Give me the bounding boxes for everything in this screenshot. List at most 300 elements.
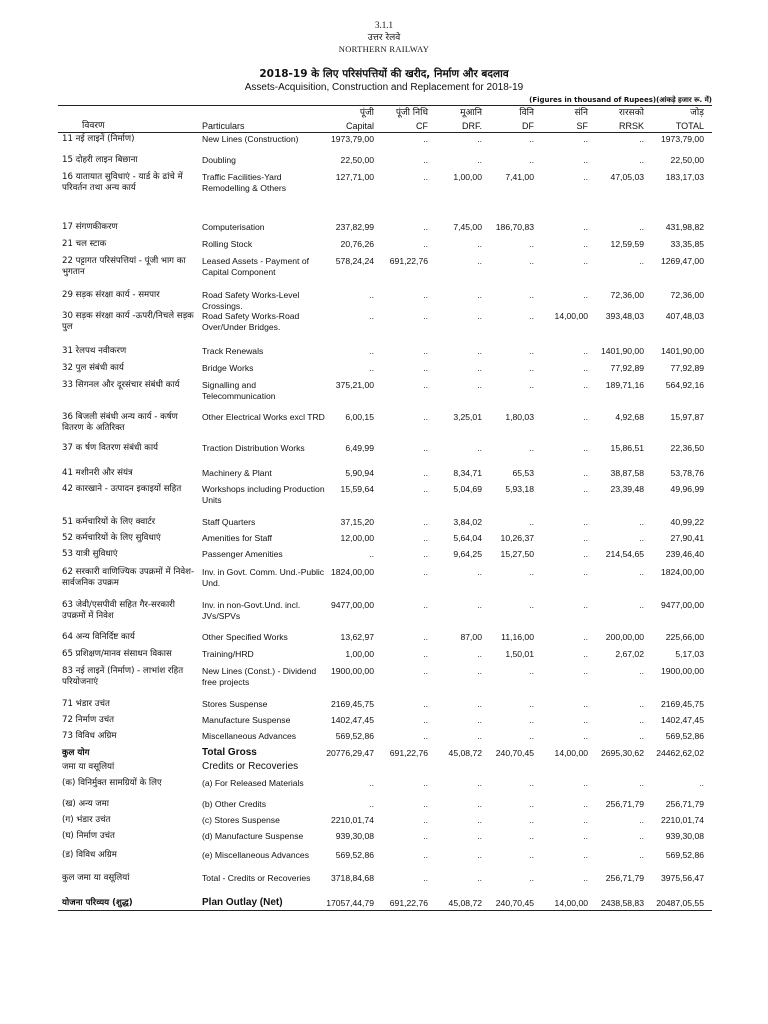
cell-rrsk: ..	[639, 699, 644, 709]
col-sf-hindi: संनि	[574, 108, 588, 118]
cell-capital: 15,59,64	[340, 484, 374, 494]
cell-total: 564,92,16	[665, 380, 704, 390]
cell-rrsk: 256,71,79	[605, 873, 644, 883]
cell-df: ..	[529, 666, 534, 676]
page-number: 3.1.1	[375, 20, 393, 30]
title-english: Assets-Acquisition, Construction and Replacement for 2018-19	[244, 82, 524, 93]
col-sf: SF	[576, 121, 588, 131]
cell-cf: ..	[423, 873, 428, 883]
cell-drf: ..	[477, 380, 482, 390]
cell-df: 65,53	[512, 468, 534, 478]
row-description-hindi: 11 नई लाइनें (निर्माण)	[62, 134, 135, 144]
row-description-english: (d) Manufacture Suspense	[202, 831, 304, 841]
cell-df: ..	[529, 873, 534, 883]
cell-rrsk: 214,54,65	[605, 549, 644, 559]
row-description-english: Traffic Facilities-Yard Remodelling & Others	[202, 172, 287, 193]
cell-sf: ..	[583, 815, 588, 825]
cell-rrsk: 38,87,58	[610, 468, 644, 478]
row-description-english: Signalling and Telecommunication	[202, 380, 276, 401]
cell-rrsk: 72,36,00	[610, 290, 644, 300]
row-description-english: Staff Quarters	[202, 517, 256, 527]
cell-cf: ..	[423, 731, 428, 741]
cell-rrsk: ..	[639, 731, 644, 741]
railway-name-english: NORTHERN RAILWAY	[338, 44, 430, 54]
cell-total: 431,98,82	[665, 222, 704, 232]
cell-total: 40,99,22	[670, 517, 704, 527]
cell-sf: ..	[583, 155, 588, 165]
row-description-hindi: 71 भंडार उचंत	[62, 699, 110, 709]
cell-capital: 237,82,99	[335, 222, 374, 232]
row-description-hindi: 17 संगणकीकरण	[62, 222, 118, 232]
cell-total: 2210,01,74	[660, 815, 704, 825]
cell-df: ..	[529, 155, 534, 165]
row-description-english: Credits or Recoveries	[202, 761, 299, 772]
cell-sf: 14,00,00	[554, 748, 588, 758]
cell-cf: ..	[423, 222, 428, 232]
col-rrsk-hindi: रारसको	[618, 108, 644, 118]
row-description-english: New Lines (Const.) - Dividend free projects	[202, 666, 317, 687]
cell-total: 24462,62,02	[656, 748, 704, 758]
row-description-english: Amenities for Staff	[202, 533, 273, 543]
cell-sf: ..	[583, 715, 588, 725]
row-description-english: Traction Distribution Works	[202, 443, 305, 453]
cell-df: 7,41,00	[505, 172, 534, 182]
cell-df: 240,70,45	[495, 898, 534, 908]
cell-df: 1,50,01	[505, 649, 534, 659]
railway-name-hindi: उत्तर रेलवे	[367, 33, 401, 43]
cell-rrsk: 256,71,79	[605, 799, 644, 809]
cell-capital: 1,00,00	[345, 649, 374, 659]
cell-sf: 14,00,00	[554, 311, 588, 321]
row-description-english: Total Gross	[202, 747, 257, 758]
cell-total: 3975,56,47	[660, 873, 704, 883]
cell-df: ..	[529, 699, 534, 709]
cell-capital: 2169,45,75	[330, 699, 374, 709]
cell-cf: ..	[423, 155, 428, 165]
row-description-hindi: 52 कर्मचारियों के लिए सुविधाएं	[62, 533, 161, 543]
cell-cf: ..	[423, 311, 428, 321]
cell-drf: ..	[477, 649, 482, 659]
cell-rrsk: ..	[639, 715, 644, 725]
cell-total: 1973,79,00	[660, 134, 704, 144]
cell-df: ..	[529, 850, 534, 860]
cell-cf: ..	[423, 699, 428, 709]
cell-sf: ..	[583, 222, 588, 232]
row-description-english: (a) For Released Materials	[202, 778, 304, 788]
cell-total: 1269,47,00	[660, 256, 704, 266]
row-description-hindi: 83 नई लाइनें (निर्माण) - लाभांश रहित परियोजनाएं	[62, 666, 184, 687]
col-cf-hindi: पूंजी निधि	[395, 108, 428, 118]
cell-rrsk: ..	[639, 666, 644, 676]
cell-drf: ..	[477, 311, 482, 321]
cell-drf: ..	[477, 850, 482, 860]
row-description-english: Bridge Works	[202, 363, 254, 373]
cell-cf: ..	[423, 239, 428, 249]
cell-drf: ..	[477, 831, 482, 841]
cell-sf: ..	[583, 380, 588, 390]
cell-capital: 12,00,00	[340, 533, 374, 543]
cell-total: 256,71,79	[665, 799, 704, 809]
cell-sf: ..	[583, 731, 588, 741]
cell-total: 1900,00,00	[660, 666, 704, 676]
cell-cf: ..	[423, 815, 428, 825]
cell-rrsk: ..	[639, 533, 644, 543]
row-description-hindi: 53 यात्री सुविधाएं	[62, 549, 118, 559]
cell-cf: ..	[423, 666, 428, 676]
cell-capital: 17057,44,79	[326, 898, 374, 908]
cell-capital: 1973,79,00	[330, 134, 374, 144]
cell-sf: ..	[583, 799, 588, 809]
cell-sf: ..	[583, 567, 588, 577]
cell-total: ..	[699, 778, 704, 788]
cell-cf: 691,22,76	[389, 898, 428, 908]
cell-total: 27,90,41	[670, 533, 704, 543]
cell-total: 1401,90,00	[660, 346, 704, 356]
cell-df: 15,27,50	[500, 549, 534, 559]
cell-capital: 939,30,08	[335, 831, 374, 841]
table-top-rule	[58, 105, 712, 106]
cell-df: ..	[529, 799, 534, 809]
cell-df: ..	[529, 443, 534, 453]
cell-df: ..	[529, 815, 534, 825]
cell-df: ..	[529, 239, 534, 249]
table-bottom-rule	[58, 910, 712, 911]
cell-rrsk: 12,59,59	[610, 239, 644, 249]
cell-drf: ..	[477, 699, 482, 709]
cell-drf: ..	[477, 567, 482, 577]
cell-capital: 9477,00,00	[330, 600, 374, 610]
cell-sf: ..	[583, 290, 588, 300]
cell-capital: 6,00,15	[345, 412, 374, 422]
cell-capital: ..	[369, 799, 374, 809]
row-description-hindi: 72 निर्माण उचंत	[62, 715, 115, 725]
cell-capital: 13,62,97	[340, 632, 374, 642]
cell-df: 186,70,83	[495, 222, 534, 232]
cell-drf: 5,64,04	[453, 533, 482, 543]
cell-rrsk: 47,05,03	[610, 172, 644, 182]
cell-sf: ..	[583, 468, 588, 478]
cell-cf: ..	[423, 468, 428, 478]
cell-drf: ..	[477, 600, 482, 610]
cell-cf: ..	[423, 831, 428, 841]
cell-cf: ..	[423, 533, 428, 543]
cell-drf: 45,08,72	[448, 748, 482, 758]
cell-drf: ..	[477, 290, 482, 300]
row-description-hindi: कुल जमा या वसूलियां	[62, 873, 130, 883]
row-description-english: Machinery & Plant	[202, 468, 272, 478]
cell-cf: ..	[423, 380, 428, 390]
cell-total: 225,66,00	[665, 632, 704, 642]
cell-df: ..	[529, 290, 534, 300]
cell-cf: ..	[423, 172, 428, 182]
cell-sf: ..	[583, 172, 588, 182]
row-description-english: Training/HRD	[202, 649, 254, 659]
row-description-english: Road Safety Works-Level Crossings.	[202, 290, 300, 311]
cell-sf: ..	[583, 484, 588, 494]
cell-total: 72,36,00	[670, 290, 704, 300]
row-description-hindi: (ग) भंडार उचंत	[62, 815, 111, 825]
cell-rrsk: ..	[639, 778, 644, 788]
cell-capital: ..	[369, 290, 374, 300]
cell-sf: ..	[583, 239, 588, 249]
row-description-english: Other Specified Works	[202, 632, 288, 642]
cell-rrsk: ..	[639, 517, 644, 527]
cell-drf: ..	[477, 778, 482, 788]
row-description-english: (b) Other Credits	[202, 799, 266, 809]
cell-df: 1,80,03	[505, 412, 534, 422]
cell-drf: ..	[477, 715, 482, 725]
cell-rrsk: 200,00,00	[605, 632, 644, 642]
cell-rrsk: ..	[639, 600, 644, 610]
row-description-hindi: (क) विनिर्मुक्त सामग्रियों के लिए	[62, 778, 162, 788]
cell-drf: 7,45,00	[453, 222, 482, 232]
cell-capital: ..	[369, 363, 374, 373]
cell-cf: ..	[423, 632, 428, 642]
cell-rrsk: 4,92,68	[615, 412, 644, 422]
cell-rrsk: ..	[639, 567, 644, 577]
row-description-hindi: (ख) अन्य जमा	[62, 799, 110, 809]
cell-sf: ..	[583, 850, 588, 860]
row-description-hindi: जमा या वसूलियां	[62, 762, 115, 772]
cell-sf: ..	[583, 873, 588, 883]
cell-rrsk: ..	[639, 850, 644, 860]
cell-df: ..	[529, 567, 534, 577]
cell-rrsk: 2438,58,83	[600, 898, 644, 908]
cell-total: 22,50,00	[670, 155, 704, 165]
cell-df: 240,70,45	[495, 748, 534, 758]
cell-cf: 691,22,76	[389, 748, 428, 758]
cell-capital: 375,21,00	[335, 380, 374, 390]
cell-cf: ..	[423, 134, 428, 144]
cell-drf: ..	[477, 731, 482, 741]
cell-total: 5,17,03	[675, 649, 704, 659]
cell-rrsk: 15,86,51	[610, 443, 644, 453]
cell-drf: ..	[477, 815, 482, 825]
cell-total: 15,97,87	[670, 412, 704, 422]
cell-sf: ..	[583, 363, 588, 373]
cell-df: ..	[529, 256, 534, 266]
col-desc-hindi: विवरण	[82, 121, 105, 131]
cell-cf: ..	[423, 517, 428, 527]
cell-df: ..	[529, 363, 534, 373]
row-description-hindi: योजना परिव्यय (शुद्ध)	[62, 898, 133, 908]
cell-total: 407,48,03	[665, 311, 704, 321]
col-capital: Capital	[345, 121, 374, 131]
row-description-hindi: 31 रेलपथ नवीकरण	[62, 346, 127, 356]
cell-rrsk: 2,67,02	[615, 649, 644, 659]
cell-rrsk: 23,39,48	[610, 484, 644, 494]
cell-capital: 22,50,00	[340, 155, 374, 165]
figures-note: (Figures in thousand of Rupees)(आंकड़े हजार रू. में)	[529, 96, 712, 104]
cell-rrsk: 189,71,16	[605, 380, 644, 390]
row-description-hindi: 41 मशीनरी और संयंत्र	[62, 468, 133, 478]
cell-cf: 691,22,76	[389, 256, 428, 266]
cell-capital: 20776,29,47	[326, 748, 374, 758]
cell-capital: 578,24,24	[335, 256, 374, 266]
cell-df: ..	[529, 311, 534, 321]
row-description-english: Road Safety Works-Road Over/Under Bridges.	[202, 311, 300, 332]
cell-rrsk: 2695,30,62	[600, 748, 644, 758]
cell-drf: 9,64,25	[453, 549, 482, 559]
row-description-hindi: 65 प्रशिक्षण/मानव संसाधन विकास	[62, 649, 172, 659]
cell-rrsk: ..	[639, 256, 644, 266]
cell-rrsk: ..	[639, 222, 644, 232]
cell-drf: ..	[477, 363, 482, 373]
col-total-hindi: जोड़	[690, 108, 704, 118]
cell-sf: ..	[583, 778, 588, 788]
cell-capital: 5,90,94	[345, 468, 374, 478]
cell-cf: ..	[423, 715, 428, 725]
cell-total: 9477,00,00	[660, 600, 704, 610]
row-description-hindi: 64 अन्य विनिर्दिष्ट कार्य	[62, 632, 135, 642]
cell-drf: 8,34,71	[453, 468, 482, 478]
cell-sf: ..	[583, 517, 588, 527]
cell-capital: 6,49,99	[345, 443, 374, 453]
row-description-hindi: 36 बिजली संबंधी अन्य कार्य - कर्षण वितरण के अतिरिक्त	[62, 412, 178, 433]
cell-total: 939,30,08	[665, 831, 704, 841]
cell-rrsk: 393,48,03	[605, 311, 644, 321]
cell-rrsk: 1401,90,00	[600, 346, 644, 356]
col-df-hindi: विनि	[519, 108, 534, 118]
cell-capital: 1824,00,00	[330, 567, 374, 577]
cell-capital: 2210,01,74	[330, 815, 374, 825]
row-description-hindi: 42 कारखाने - उत्पादन इकाइयों सहित	[62, 484, 182, 494]
cell-capital: 1402,47,45	[330, 715, 374, 725]
cell-cf: ..	[423, 484, 428, 494]
row-description-english: Leased Assets - Payment of Capital Component	[202, 256, 310, 277]
col-capital-hindi: पूंजी	[359, 108, 374, 118]
cell-drf: ..	[477, 443, 482, 453]
row-description-english: New Lines (Construction)	[202, 134, 299, 144]
cell-drf: 87,00	[460, 632, 482, 642]
cell-cf: ..	[423, 412, 428, 422]
row-description-english: Inv. in Govt. Comm. Und.-Public Und.	[202, 567, 325, 588]
row-description-english: Inv. in non-Govt.Und. incl. JVs/SPVs	[202, 600, 301, 621]
col-cf: CF	[416, 121, 428, 131]
cell-cf: ..	[423, 549, 428, 559]
row-description-english: Other Electrical Works excl TRD	[202, 412, 325, 422]
cell-cf: ..	[423, 363, 428, 373]
cell-cf: ..	[423, 850, 428, 860]
cell-capital: 569,52,86	[335, 850, 374, 860]
row-description-hindi: 63 जेवी/एसपीवी सहित गैर-सरकारी उपक्रमों में निवेश	[62, 600, 175, 621]
cell-sf: ..	[583, 549, 588, 559]
cell-capital: 1900,00,00	[330, 666, 374, 676]
cell-drf: ..	[477, 239, 482, 249]
row-description-english: Miscellaneous Advances	[202, 731, 297, 741]
row-description-english: Passenger Amenities	[202, 549, 283, 559]
cell-capital: 569,52,86	[335, 731, 374, 741]
cell-sf: ..	[583, 346, 588, 356]
cell-drf: 45,08,72	[448, 898, 482, 908]
cell-capital: 127,71,00	[335, 172, 374, 182]
row-description-hindi: (घ) निर्माण उचंत	[62, 831, 115, 841]
cell-df: ..	[529, 831, 534, 841]
cell-drf: 1,00,00	[453, 172, 482, 182]
col-drf-hindi: मूआनि	[460, 108, 482, 118]
cell-sf: ..	[583, 533, 588, 543]
cell-df: 5,93,18	[505, 484, 534, 494]
row-description-hindi: 37 क र्षण वितरण संबंधी कार्य	[62, 443, 159, 453]
row-description-hindi: 73 विविध अग्रिम	[62, 731, 117, 741]
cell-drf: ..	[477, 134, 482, 144]
cell-df: 11,16,00	[501, 632, 534, 642]
row-description-english: (c) Stores Suspense	[202, 815, 280, 825]
col-total: TOTAL	[675, 121, 704, 131]
cell-sf: ..	[583, 699, 588, 709]
cell-rrsk: 77,92,89	[610, 363, 644, 373]
cell-capital: ..	[369, 778, 374, 788]
row-description-english: Computerisation	[202, 222, 265, 232]
col-df: DF	[522, 121, 534, 131]
cell-total: 1824,00,00	[660, 567, 704, 577]
cell-sf: ..	[583, 443, 588, 453]
cell-df: 10,26,37	[500, 533, 534, 543]
row-description-hindi: 29 सड़क संरक्षा कार्य - समपार	[62, 290, 160, 300]
col-drf: DRF.	[462, 121, 482, 131]
cell-sf: 14,00,00	[554, 898, 588, 908]
cell-drf: ..	[477, 256, 482, 266]
cell-total: 49,96,99	[670, 484, 704, 494]
row-description-hindi: 33 सिगनल और दूरसंचार संबंधी कार्य	[62, 380, 180, 390]
cell-df: ..	[529, 517, 534, 527]
cell-df: ..	[529, 731, 534, 741]
cell-capital: 37,15,20	[340, 517, 374, 527]
row-description-english: Workshops including Production Units	[202, 484, 325, 505]
cell-drf: 3,25,01	[453, 412, 482, 422]
row-description-hindi: 51 कर्मचारियों के लिए क्वार्टर	[62, 517, 156, 527]
cell-capital: ..	[369, 346, 374, 356]
cell-drf: ..	[477, 346, 482, 356]
cell-df: ..	[529, 600, 534, 610]
cell-rrsk: ..	[639, 134, 644, 144]
cell-drf: ..	[477, 155, 482, 165]
cell-drf: ..	[477, 666, 482, 676]
row-description-english: Stores Suspense	[202, 699, 268, 709]
cell-capital: ..	[369, 311, 374, 321]
cell-drf: 3,84,02	[453, 517, 482, 527]
cell-cf: ..	[423, 567, 428, 577]
cell-total: 20487,05,55	[656, 898, 704, 908]
cell-cf: ..	[423, 346, 428, 356]
cell-capital: ..	[369, 549, 374, 559]
cell-df: ..	[529, 134, 534, 144]
cell-total: 77,92,89	[670, 363, 704, 373]
row-description-hindi: 30 सड़क संरक्षा कार्य -ऊपरी/निचले सड़क पुल	[62, 311, 194, 332]
row-description-hindi: 16 यातायात सुविधाएं - यार्ड के ढांचे में परिवर्तन तथा अन्य कार्य	[62, 172, 183, 193]
title-hindi: 2018-19 के लिए परिसंपत्तियों की खरीद, निर्माण और बदलाव	[259, 68, 509, 80]
cell-sf: ..	[583, 649, 588, 659]
cell-sf: ..	[583, 600, 588, 610]
col-desc-english: Particulars	[202, 121, 245, 131]
row-description-english: Rolling Stock	[202, 239, 253, 249]
cell-total: 1402,47,45	[660, 715, 704, 725]
cell-drf: 5,04,69	[453, 484, 482, 494]
cell-sf: ..	[583, 666, 588, 676]
row-description-hindi: 62 सरकारी वाणिज्यिक उपक्रमों में निवेश-सार्वजनिक उपक्रम	[62, 567, 195, 588]
cell-cf: ..	[423, 600, 428, 610]
row-description-english: Doubling	[202, 155, 236, 165]
cell-total: 2169,45,75	[660, 699, 704, 709]
cell-total: 239,46,40	[665, 549, 704, 559]
row-description-hindi: 15 दोहरी लाइन बिछाना	[62, 155, 138, 165]
cell-sf: ..	[583, 256, 588, 266]
cell-rrsk: ..	[639, 831, 644, 841]
cell-total: 569,52,86	[665, 850, 704, 860]
header-bottom-rule	[58, 132, 712, 133]
cell-sf: ..	[583, 412, 588, 422]
cell-rrsk: ..	[639, 815, 644, 825]
